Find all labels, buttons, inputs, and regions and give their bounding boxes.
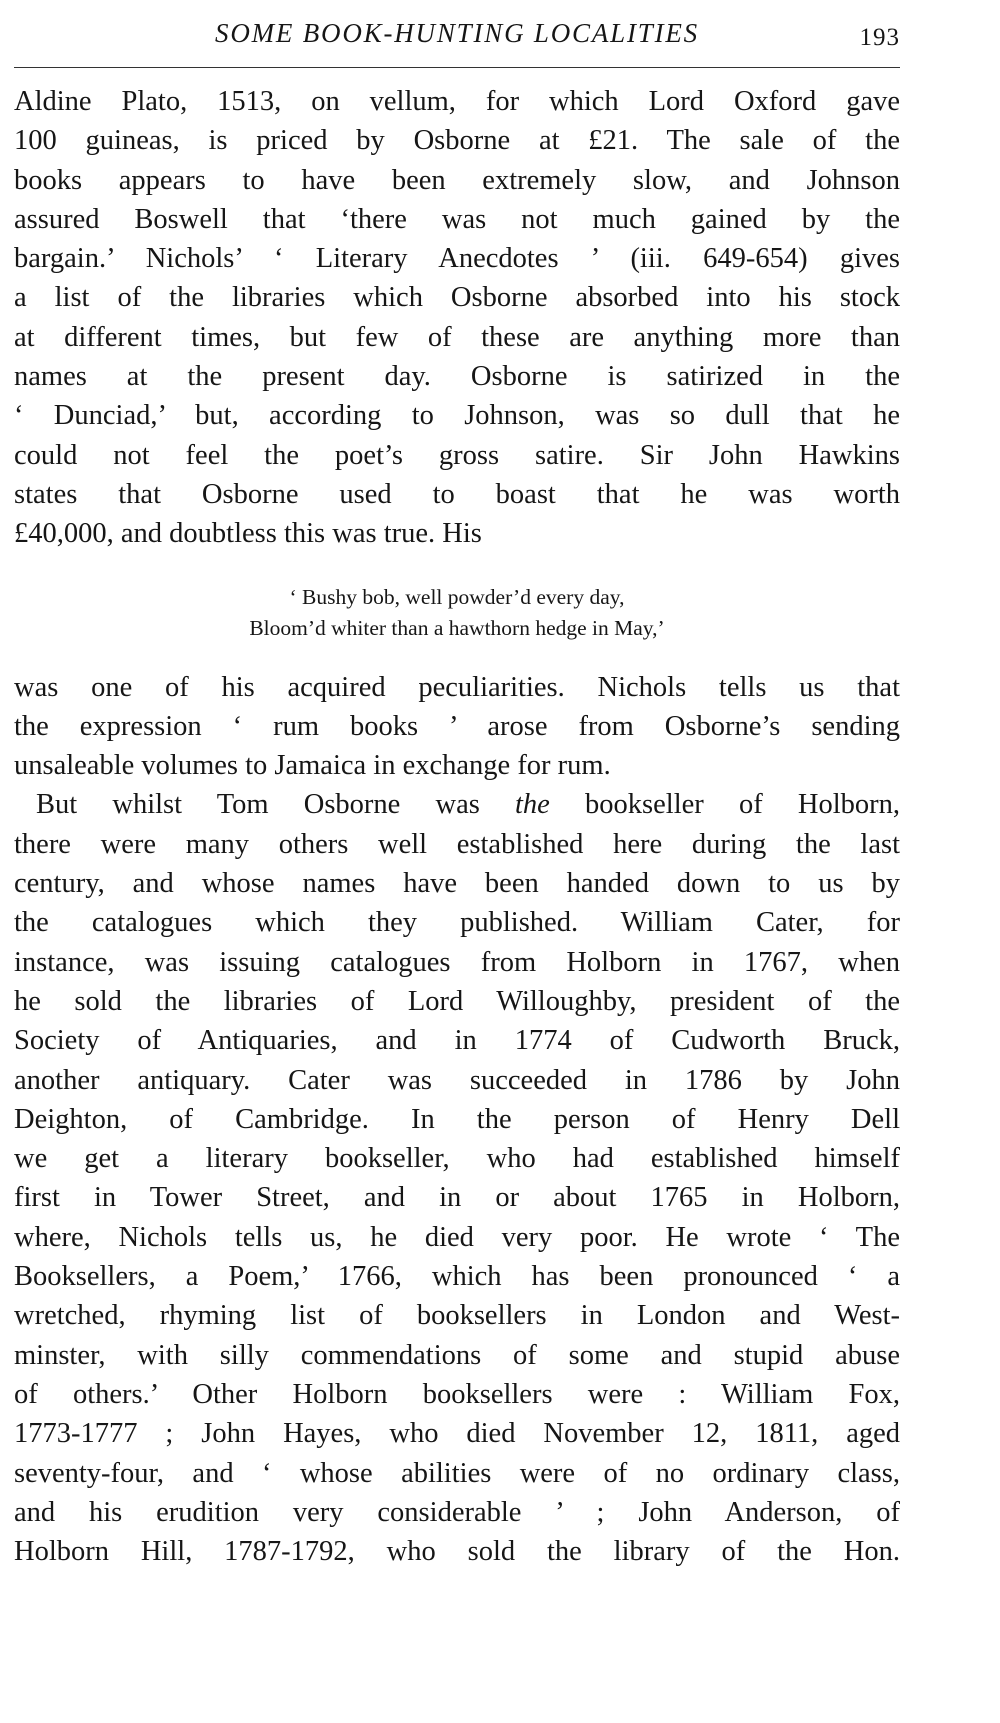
text-line: a list of the libraries which Osborne absorbed into his stock	[14, 282, 900, 314]
text-line: Holborn Hill, 1787-1792, who sold the library of the Hon.	[14, 1536, 900, 1568]
text-line: states that Osborne used to boast that he was worth	[14, 478, 900, 510]
text-line: first in Tower Street, and in or about 1765 in Holborn,	[14, 1182, 900, 1214]
text-line: 100 guineas, is priced by Osborne at £21. The sale of the	[14, 125, 900, 157]
text-line: at different times, but few of these are anything more than	[14, 321, 900, 353]
text-line: Aldine Plato, 1513, on vellum, for which Lord Oxford gave	[14, 86, 900, 117]
quotation-line: Bloom’d whiter than a hawthorn hedge in May,’	[249, 615, 665, 640]
text-line: we get a literary bookseller, who had established himself	[14, 1143, 900, 1175]
text-line: wretched, rhyming list of booksellers in London and West-	[14, 1300, 900, 1332]
text-line: century, and whose names have been handed down to us by	[14, 868, 900, 900]
running-head	[14, 18, 900, 58]
text-line: assured Boswell that ‘there was not much gained by the	[14, 203, 900, 235]
text-line: bargain.’ Nichols’ ‘ Literary Anecdotes ’ (iii. 649-654) gives	[14, 243, 900, 275]
text-line: books appears to have been extremely slow, and Johnson	[14, 164, 900, 196]
text-line: was one of his acquired peculiarities. Nichols tells us that	[14, 671, 900, 703]
text-line: Society of Antiquaries, and in 1774 of Cudworth Bruck,	[14, 1025, 900, 1057]
text-line: of others.’ Other Holborn booksellers were : William Fox,	[14, 1378, 900, 1410]
text-line: and his erudition very considerable ’ ; John Anderson, of	[14, 1496, 900, 1528]
quotation-line: ‘ Bushy bob, well powder’d every day,	[289, 584, 625, 609]
text-line: instance, was issuing catalogues from Holborn in 1767, when	[14, 946, 900, 978]
text-line: where, Nichols tells us, he died very poor. He wrote ‘ The	[14, 1221, 900, 1253]
text-line: another antiquary. Cater was succeeded in 1786 by John	[14, 1064, 900, 1096]
text-line: 1773-1777 ; John Hayes, who died November 12, 1811, aged	[14, 1418, 900, 1450]
text-line: minster, with silly commendations of some and stupid abuse	[14, 1339, 900, 1371]
emphasis: the	[515, 789, 550, 821]
page-body	[14, 82, 900, 1571]
text-line: ‘ Dunciad,’ but, according to Johnson, was so dull that he	[14, 400, 900, 432]
header-rule	[14, 67, 900, 68]
text-line: Booksellers, a Poem,’ 1766, which has been pronounced ‘ a	[14, 1261, 900, 1293]
book-page	[14, 0, 900, 1723]
page-number: 193	[859, 24, 900, 51]
paragraph-osborne-sale	[14, 82, 900, 554]
paragraph-rum-books	[14, 668, 900, 786]
text-line: could not feel the poet’s gross satire. Sir John Hawkins	[14, 439, 900, 471]
text-line: there were many others well established here during the last	[14, 828, 900, 860]
text-line: unsaleable volumes to Jamaica in exchange for rum.	[14, 750, 611, 782]
verse-quotation	[14, 554, 900, 668]
text-line: the expression ‘ rum books ’ arose from Osborne’s sending	[14, 710, 900, 742]
running-title: SOME BOOK-HUNTING LOCALITIES	[215, 18, 699, 48]
text-line: seventy-four, and ‘ whose abilities were of no ordinary class,	[14, 1457, 900, 1489]
text-line: the catalogues which they published. William Cater, for	[14, 907, 900, 939]
text-line: Deighton, of Cambridge. In the person of Henry Dell	[14, 1103, 900, 1135]
text-line: he sold the libraries of Lord Willoughby, president of the	[14, 985, 900, 1017]
text-line: But whilst Tom Osborne was the bookseller of Holborn,	[36, 789, 900, 821]
paragraph-holborn-booksellers	[14, 785, 900, 1571]
text-line: names at the present day. Osborne is satirized in the	[14, 361, 900, 393]
text-line: £40,000, and doubtless this was true. His	[14, 518, 482, 550]
